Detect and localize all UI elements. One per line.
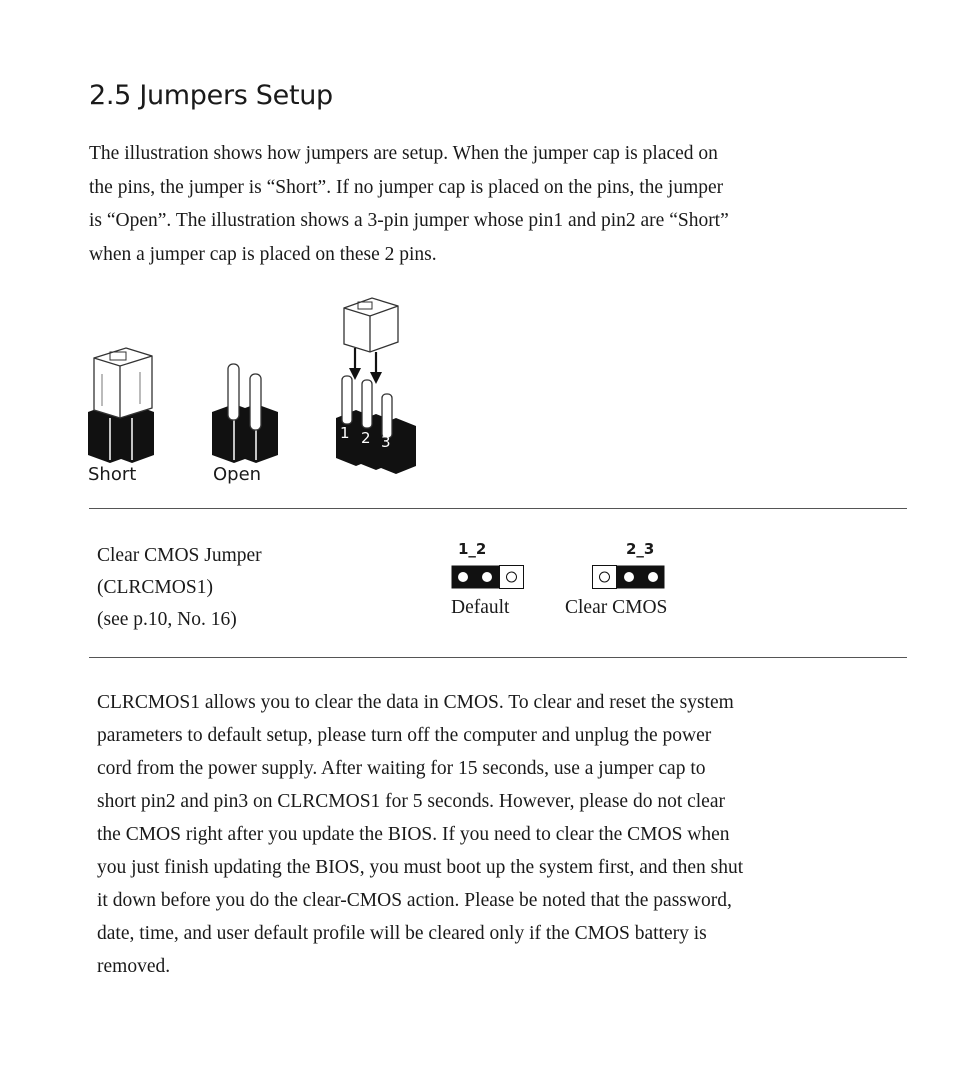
clear-cmos-caption: Clear CMOS — [565, 597, 668, 618]
section-heading: 2.5 Jumpers Setup — [89, 80, 333, 111]
description-line: the CMOS right after you update the BIOS. If you need to clear the CMOS when — [97, 824, 730, 845]
intro-line: is “Open”. The illustration shows a 3-pin jumper whose pin1 and pin2 are “Short” — [89, 210, 729, 231]
divider-bottom — [89, 657, 907, 658]
three-pin-jumper-graphic — [336, 298, 416, 474]
default-pins-label: 1_2 — [458, 540, 487, 558]
description-line: removed. — [97, 956, 171, 977]
jumper-name-line: Clear CMOS Jumper — [97, 545, 262, 566]
jumper-illustration — [80, 290, 440, 500]
short-jumper-graphic — [88, 348, 154, 463]
description-line: you just finish updating the BIOS, you must boot up the system first, and then shut — [97, 857, 744, 878]
default-caption: Default — [451, 597, 510, 618]
description-line: it down before you do the clear-CMOS action. Please be noted that the password, — [97, 890, 732, 911]
clear-pin-diagram — [592, 565, 666, 589]
jumper-name-line: (CLRCMOS1) — [97, 577, 213, 598]
open-label: Open — [213, 464, 262, 485]
description-line: short pin2 and pin3 on CLRCMOS1 for 5 seconds. However, please do not clear — [97, 791, 725, 812]
intro-line: the pins, the jumper is “Short”. If no jumper cap is placed on the pins, the jumper — [89, 176, 724, 198]
default-pin-diagram — [451, 565, 525, 589]
pin-number-2: 2 — [361, 429, 371, 447]
intro-line: The illustration shows how jumpers are setup. When the jumper cap is placed on — [89, 143, 718, 164]
open-jumper-graphic — [212, 364, 278, 463]
description-line: parameters to default setup, please turn off the computer and unplug the power — [97, 725, 712, 746]
clrcmos-jumper-name — [97, 540, 262, 636]
intro-paragraph — [89, 137, 849, 271]
description-line: CLRCMOS1 allows you to clear the data in CMOS. To clear and reset the system — [97, 692, 734, 713]
short-label: Short — [88, 464, 137, 485]
description-line: date, time, and user default profile will be cleared only if the CMOS battery is — [97, 923, 707, 944]
pin-number-3: 3 — [381, 433, 391, 451]
clrcmos-description — [97, 686, 857, 983]
clear-pins-label: 2_3 — [626, 540, 655, 558]
description-line: cord from the power supply. After waiting for 15 seconds, use a jumper cap to — [97, 758, 706, 779]
divider-top — [89, 508, 907, 509]
pin-number-1: 1 — [340, 424, 350, 442]
intro-line: when a jumper cap is placed on these 2 pins. — [89, 243, 437, 265]
jumper-name-line: (see p.10, No. 16) — [97, 609, 237, 630]
